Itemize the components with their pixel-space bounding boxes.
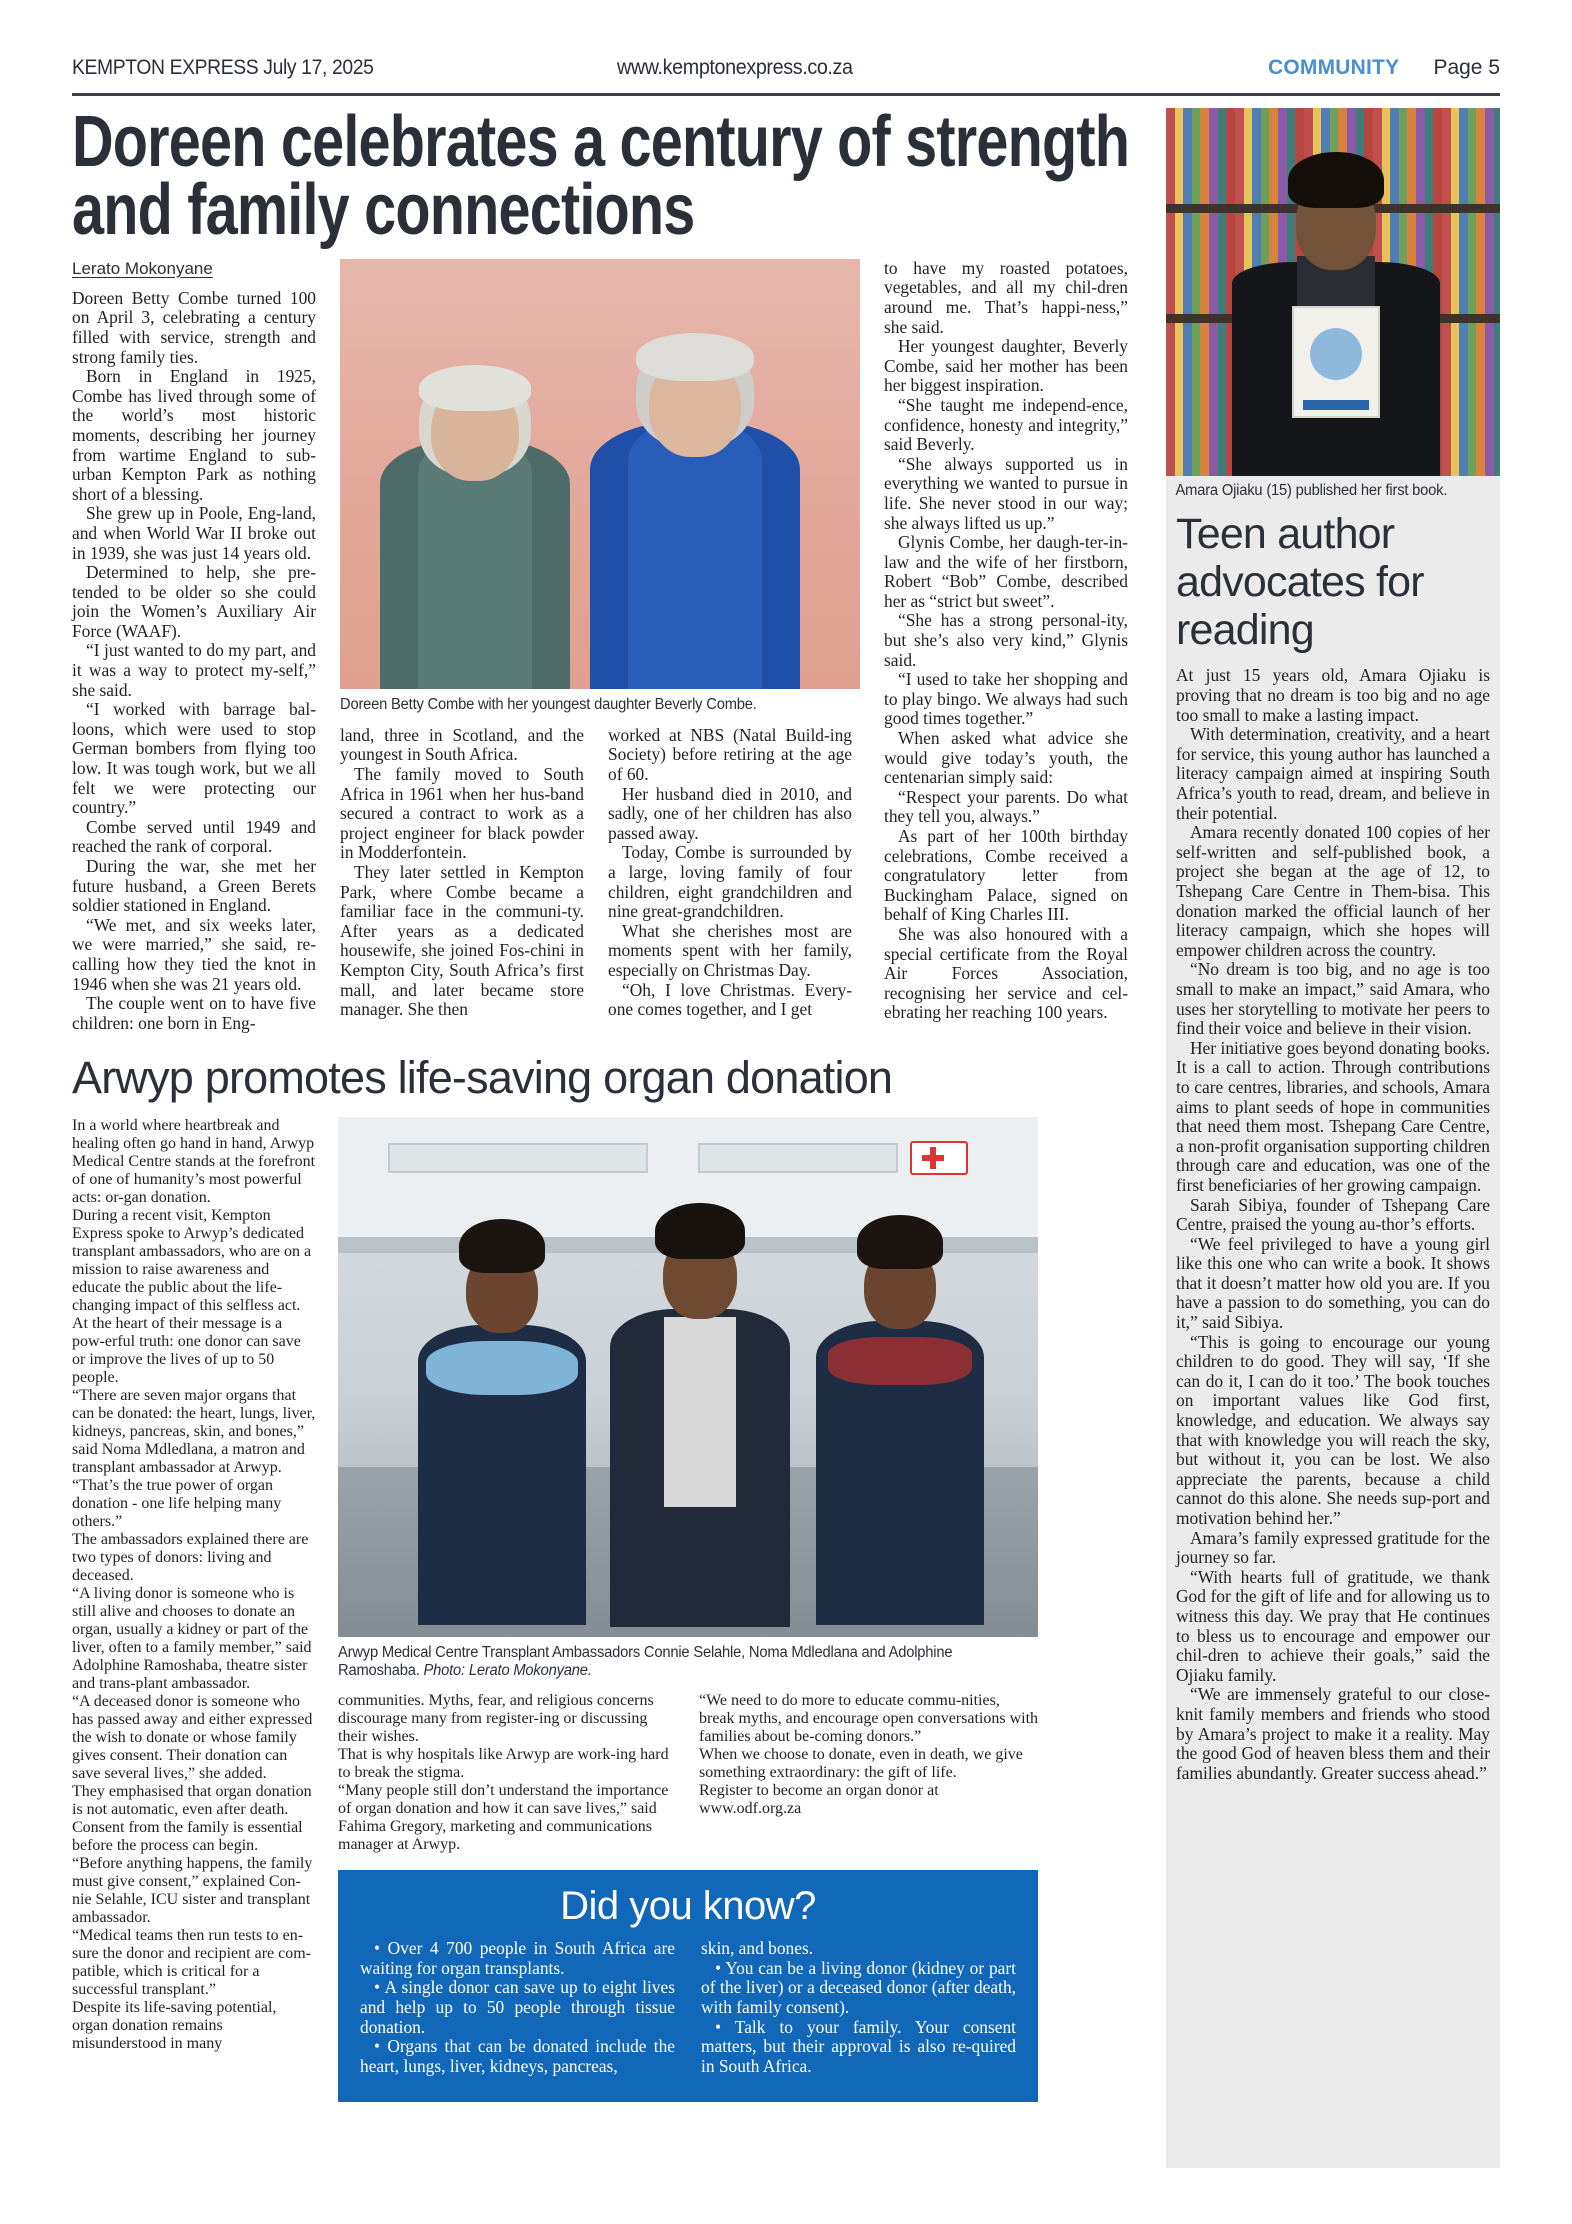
fact-item: • Organs that can be donated include the heart, lungs, liver, kidneys, pancreas, — [360, 2036, 675, 2076]
paragraph: “This is going to encourage our young children to do good. They will say, ‘If she can do it, I can do it too.’ The book touches on important values like God first, knowledge, and education. We always say that with knowledge you will reach the sky, but without it, you can be lost. We also appreciate the parents, because a child cannot do this alone. She needs sup-port and motivation behind her.” — [1176, 1331, 1490, 1528]
fact-item: • Over 4 700 people in South Africa are waiting for organ transplants. — [360, 1938, 675, 1978]
arwyp-photo-block — [338, 1117, 1038, 2102]
paragraph: Combe served until 1949 and reached the rank of corporal. — [72, 816, 316, 857]
paragraph: Today, Combe is surrounded by a large, loving family of four children, eight grandchildren and nine great-grandchildren. — [608, 842, 852, 922]
paragraph: When asked what advice she would give today’s youth, the centenarian simply said: — [884, 728, 1128, 788]
paragraph: Amara’s family expressed gratitude for the journey so far. — [1176, 1527, 1490, 1568]
paragraph: Glynis Combe, her daugh-ter-in-law and the wife of her firstborn, Robert “Bob” Combe, described her as “strict but sweet”. — [884, 532, 1128, 611]
paragraph: Her husband died in 2010, and sadly, one of her children has also passed away. — [608, 783, 852, 843]
paragraph: communities. Myths, fear, and religious concerns discourage many from register-ing or discussing their wishes. — [338, 1692, 654, 1746]
arwyp-headline: Arwyp promotes life-saving organ donation — [72, 1052, 893, 1104]
lead-column-3 — [608, 726, 852, 1020]
paragraph: worked at NBS (Natal Build-ing Society) before retiring at the age of 60. — [608, 724, 852, 784]
arwyp-column-1 — [72, 1117, 316, 2102]
paragraph: Sarah Sibiya, founder of Tshepang Care Centre, praised the young au-thor’s efforts. — [1176, 1194, 1490, 1235]
arwyp-column-3 — [699, 1692, 1038, 1854]
arwyp-column-2 — [338, 1692, 677, 1854]
paragraph: “She has a strong personal-ity, but she’s also very kind,” Glynis said. — [884, 610, 1128, 670]
fact-item: • Talk to your family. Your consent matters, but their approval is also re-quired in South Africa. — [701, 2016, 1016, 2076]
paragraph: The family moved to South Africa in 1961 when her hus-band secured a contract to work as a project engineer for black powder in Modderfontein. — [340, 763, 584, 863]
photo-caption-doreen: Doreen Betty Combe with her youngest daughter Beverly Combe. — [340, 695, 757, 713]
publication-date: KEMPTON EXPRESS July 17, 2025 — [72, 56, 374, 79]
fact-item: skin, and bones. — [701, 1938, 814, 1959]
paragraph: Her initiative goes beyond donating books. It is a call to action. Through contributions to care centres, libraries, and schools, Amara aims to plant seeds of hope in communities that need them most. Tshepang Care Centre, a non-profit organisation supporting children through care and education, was one of the first beneficiaries of her growing campaign. — [1176, 1037, 1490, 1195]
paragraph: They later settled in Kempton Park, where Combe became a familiar face in the communi-ty. After years as a dedicated housewife, she joined Fos-chini in Kempton City, South Africa’s first mall, and later became store manager. She then — [340, 861, 584, 1020]
paragraph: “We are immensely grateful to our close-knit family members and friends who stood by Amara’s project to make it a reality. May the good God of heaven bless them and their families abundantly. Greater success ahead.” — [1176, 1684, 1490, 1783]
paragraph: “We met, and six weeks later, we were married,” she said, re-calling how they tied the knot in 1946 when she was 21 years old. — [72, 914, 316, 994]
paragraph: to have my roasted potatoes, vegetables, and all my chil-dren around me. That’s happi-ness,” she said. — [884, 257, 1128, 337]
paragraph: “A living donor is someone who is still alive and chooses to donate an organ, usually a kidney or part of the liver, often to a family member,” said Adolphine Ramoshaba, theatre sister and trans-plant ambassador. — [72, 1585, 312, 1693]
masthead-divider — [72, 93, 1500, 96]
paragraph: “Many people still don’t understand the importance of organ donation and how it can save lives,” said Fahima Gregory, marketing and communications manager at Arwyp. — [338, 1782, 669, 1854]
paragraph: When we choose to donate, even in death, we give something extraordinary: the gift of life. — [699, 1746, 1023, 1782]
paragraph: Register to become an organ donor at www.odf.org.za — [699, 1782, 939, 1818]
lead-article-top-row — [72, 259, 1152, 1034]
lead-photo-block — [340, 259, 860, 1034]
sidebar-teen-author — [1166, 108, 1500, 2168]
did-you-know-box — [338, 1870, 1038, 2102]
paragraph: She grew up in Poole, Eng-land, and when World War II broke out in 1939, she was just 14 years old. — [72, 503, 316, 563]
photo-amara-ojiaku — [1166, 108, 1500, 476]
fact-item: • A single donor can save up to eight lives and help up to 50 people through tissue donation. — [360, 1977, 675, 2037]
did-you-know-columns — [360, 1939, 1016, 2076]
paragraph: “No dream is too big, and no age is too small to make an impact,” said Amara, who uses her storytelling to motivate her peers to find their voice and believe in their vision. — [1176, 959, 1490, 1039]
photo-caption-arwyp — [338, 1644, 1036, 1680]
paragraph: With determination, creativity, and a heart for service, this young author has launched a literacy campaign aimed at inspiring South Africa’s youth to read, dream, and believe in their potential. — [1176, 724, 1490, 823]
sidebar-body — [1166, 666, 1500, 1783]
paragraph: “With hearts full of gratitude, we thank God for the gift of life and for allowing us to witness this day. We pray that He continues to bless us to encourage and empower our chil-dren to achieve their goals,” said the Ojiaku family. — [1176, 1566, 1490, 1685]
lead-column-4 — [884, 259, 1128, 1034]
photo-arwyp-ambassadors — [338, 1117, 1038, 1637]
lead-lower-columns — [340, 726, 860, 1020]
paragraph: She was also honoured with a special certificate from the Royal Air Forces Association, recognising her service and cel-ebrating her reaching 100 years. — [884, 923, 1128, 1023]
paragraph: The ambassadors explained there are two types of donors: living and deceased. — [72, 1531, 309, 1585]
byline: Lerato Mokonyane — [72, 258, 213, 278]
did-you-know-column-1 — [360, 1939, 675, 2076]
paragraph: “I worked with barrage bal-loons, which were used to stop German bombers from flying too low. It was tough work, but we all felt we were protecting our country.” — [72, 699, 316, 818]
paragraph: “We feel privileged to have a young girl like this one who can write a book. It shows that it doesn’t matter how old you are. If you have a passion to do something, you can do it,” said Sibiya. — [1176, 1233, 1490, 1333]
paragraph: Amara recently donated 100 copies of her self-written and self-published book, a project she began at the age of 12, to Tshepang Care Centre in Them-bisa. This donation marked the official launch of her literacy campaign, which she hopes will empower children across the country. — [1176, 822, 1490, 960]
paragraph: land, three in Scotland, and the youngest in South Africa. — [340, 724, 584, 765]
paragraph: What she cherishes most are moments spent with her family, especially on Christmas Day. — [608, 920, 852, 980]
paragraph: “A deceased donor is someone who has passed away and either expressed the wish to donate or whose family gives consent. Their donation can save several lives,” she added. — [72, 1693, 313, 1783]
paragraph: “Before anything happens, the family must give consent,” explained Con-nie Selahle, ICU sister and transplant ambassador. — [72, 1855, 313, 1927]
paragraph: “There are seven major organs that can be donated: the heart, lungs, liver, kidneys, pancreas, skin, and bones,” said Noma Mdledlana, a matron and transplant ambassador at Arwyp. “That’s the true power of organ donation - one life helping many others.” — [72, 1387, 316, 1531]
paragraph: The couple went on to have five children: one born in Eng- — [72, 993, 316, 1033]
website-url[interactable]: www.kemptonexpress.co.za — [617, 56, 853, 79]
lead-column-1 — [72, 259, 316, 1034]
paragraph: Her youngest daughter, Beverly Combe, said her mother has been her biggest inspiration. — [884, 336, 1128, 396]
fact-item: • You can be a living donor (kidney or part of the liver) or a deceased donor (after death, with family consent). — [701, 1957, 1016, 2018]
caption-text: Arwyp Medical Centre Transplant Ambassadors Connie Selahle, Noma Mdledlana and Adolphine Ramoshaba. — [338, 1644, 953, 1680]
paragraph: That is why hospitals like Arwyp are work-ing hard to break the stigma. — [338, 1746, 669, 1782]
paragraph: Consent from the family is essential before the process can begin. — [72, 1819, 303, 1855]
section-label: COMMUNITY — [1268, 56, 1400, 79]
paragraph: “She taught me independ-ence, confidence, honesty and integrity,” said Beverly. — [884, 394, 1128, 455]
arwyp-lower-columns — [338, 1692, 1038, 1854]
paragraph: “She always supported us in everything we wanted to pursue in life. She never stood in our way; she always lifted us up.” — [884, 453, 1128, 533]
lead-headline: Doreen celebrates a century of strength and family connections — [72, 102, 1130, 251]
photo-doreen-combe — [340, 259, 860, 689]
sidebar-headline: Teen author advocates for reading — [1176, 510, 1424, 655]
paragraph: “Oh, I love Christmas. Every-one comes together, and I get — [608, 979, 852, 1020]
paragraph: During a recent visit, Kempton Express spoke to Arwyp’s dedicated transplant ambassadors, who are on a mission to raise awareness and educate the public about the life-changing impact of this selfless act. — [72, 1207, 312, 1315]
paragraph: At just 15 years old, Amara Ojiaku is proving that no dream is too big and no age too small to make a lasting impact. — [1176, 665, 1490, 725]
paragraph: Born in England in 1925, Combe has lived through some of the world’s most historic moments, describing her journey from wartime England to sub-urban Kempton Park as nothing short of a blessing. — [72, 366, 316, 504]
lead-column-2 — [340, 726, 584, 1020]
paragraph: “I used to take her shopping and to play bingo. We always had such good times together.” — [884, 669, 1128, 729]
paragraph: At the heart of their message is a pow-erful truth: one donor can save or improve the lives of up to 50 people. — [72, 1315, 301, 1387]
did-you-know-title: Did you know? — [560, 1884, 816, 1929]
main-content-area — [72, 102, 1152, 2102]
photo-caption-amara: Amara Ojiaku (15) published her first book. — [1175, 482, 1448, 499]
caption-credit: Photo: Lerato Mokonyane. — [423, 1662, 592, 1680]
did-you-know-column-2 — [701, 1939, 1016, 2076]
paragraph: “Respect your parents. Do what they tell you, always.” — [884, 786, 1128, 827]
paragraph: “Medical teams then run tests to en-sure the donor and recipient are com-patible, which is critical for a successful transplant.” — [72, 1927, 312, 1999]
paragraph: Doreen Betty Combe turned 100 on April 3, celebrating a century filled with service, strength and strong family ties. — [72, 287, 316, 367]
paragraph: As part of her 100th birthday celebrations, Combe received a congratulatory letter from Buckingham Palace, signed on behalf of King Charles III. — [884, 826, 1128, 925]
paragraph: “I just wanted to do my part, and it was a way to protect my-self,” she said. — [72, 640, 316, 700]
paragraph: In a world where heartbreak and healing often go hand in hand, Arwyp Medical Centre stands at the forefront of one of humanity’s most powerful acts: or-gan donation. — [72, 1117, 316, 1207]
arwyp-top-row — [72, 1117, 1152, 2102]
page-number: Page 5 — [1433, 56, 1500, 79]
paragraph: “We need to do more to educate commu-nities, break myths, and encourage open conversations with families about be-coming donors.” — [699, 1692, 1039, 1746]
masthead — [72, 56, 1500, 96]
paragraph: Despite its life-saving potential, organ donation remains misunderstood in many — [72, 1999, 277, 2053]
paragraph: Determined to help, she pre-tended to be older so she could join the Women’s Auxiliary Air Force (WAAF). — [72, 562, 316, 641]
paragraph: They emphasised that organ donation is not automatic, even after death. — [72, 1783, 312, 1819]
paragraph: During the war, she met her future husband, a Green Berets soldier stationed in England. — [72, 856, 316, 916]
